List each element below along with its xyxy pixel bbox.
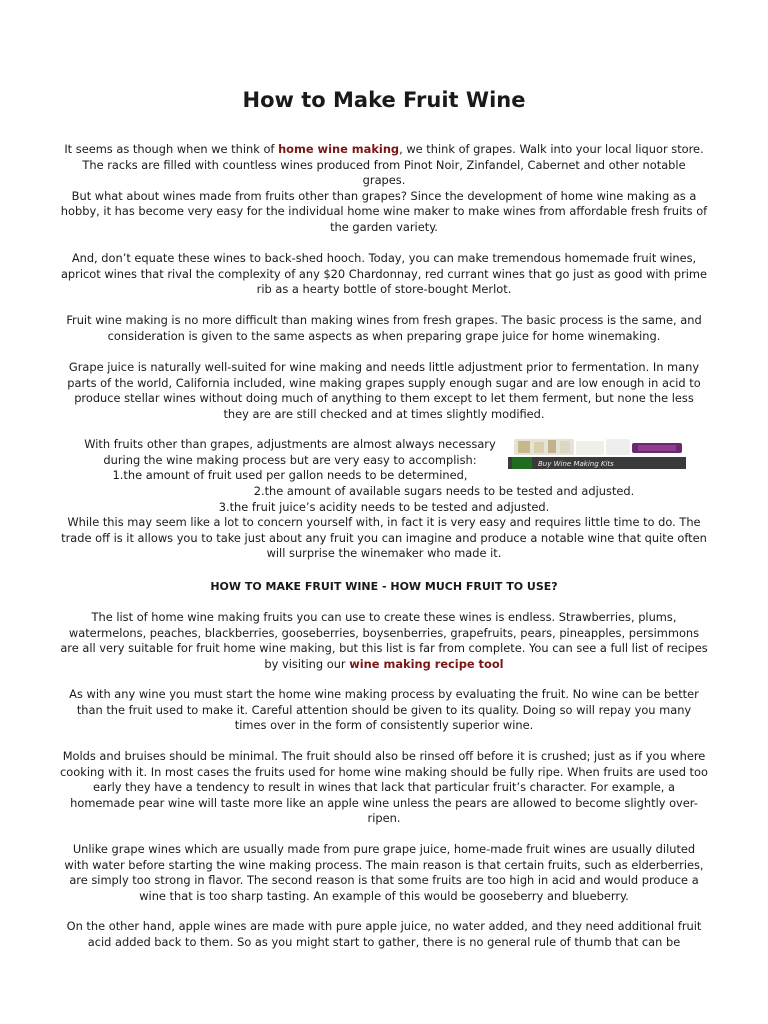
adjustment-item-3: 3.the fruit juice’s acidity needs to be tested and adjusted. [218, 499, 550, 514]
paragraph-grape-juice: Grape juice is naturally well-suited for wine making and needs little adjustment prior to fermentation. In many parts of the world, California included, wine making grapes supply enough sugar and are low enough in acid to produce stellar wines without doing much of anything to them except to let them ferment, but none the less they are are still checked and at times slightly modified. [67, 360, 701, 421]
paragraph-molds-bruises: Molds and bruises should be minimal. The fruit should also be rinsed off before it is crushed; just as if you where cooking with it. In most cases the fruits used for home wine making should be fully ripe. When fruits are used too early they have a tendency to result in wines that lack that particular fruit’s character. For example, a homemade pear wine will taste more like an apple wine unless the pears are allowed to become slightly over-ripen. [60, 749, 708, 825]
paragraph-other-fruits: But what about wines made from fruits other than grapes? Since the development of home wine making as a hobby, it has become very easy for the individual home wine maker to make wines from affordable fresh fruits of the garden variety. [60, 188, 708, 234]
wine-making-kits-banner[interactable] [508, 437, 686, 473]
paragraph-evaluate-fruit: As with any wine you must start the home wine making process by evaluating the fruit. No wine can be better than the fruit used to make it. Careful attention should be given to its quality. Doing so will repay you many times over in the form of consistently superior wine. [69, 687, 699, 732]
paragraph-diluted: Unlike grape wines which are usually made from pure grape juice, home-made fruit wines are usually diluted with water before starting the wine making process. The main reason is that certain fruits, such as elderberries, are simply too strong in flavor. The second reason is that some fruits are too high in acid and would produce a wine that is too sharp tasting. An example of this would be gooseberry and blueberry. [64, 842, 704, 903]
intro-section [60, 142, 708, 235]
adjustments-line-2: during the wine making process but are very easy to accomplish: [103, 452, 477, 467]
adjustments-line-1: With fruits other than grapes, adjustments are almost always necessary [84, 437, 496, 451]
section-heading-how-much-fruit: HOW TO MAKE FRUIT WINE - HOW MUCH FRUIT TO USE? [210, 580, 558, 593]
page-title: How to Make Fruit Wine [242, 88, 526, 112]
paragraph-fruit-list: The list of home wine making fruits you can use to create these wines is endless. Strawberries, plums, watermelons, peaches, blackberries, gooseberries, boysenberries, grapefruits, pears, pineapples, persimmons are all very suitable for fruit home wine making, but this list is far from complete. You can see a full list of recipes by visiting our wine making recipe tool [60, 610, 708, 671]
paragraph-back-shed: And, don’t equate these wines to back-shed hooch. Today, you can make tremendous homemade fruit wines, apricot wines that rival the complexity of any $20 Chardonnay, red currant wines that go just as good with prime rib as a hearty bottle of store-bought Merlot. [60, 251, 708, 296]
adjustments-continued [60, 484, 708, 562]
paragraph-intro: It seems as though when we think of home wine making, we think of grapes. Walk into your local liquor store. The racks are filled with countless wines produced from Pinot Noir, Zinfandel, Cabernet and other notable grapes. [64, 142, 704, 187]
recipe-tool-link[interactable]: wine making recipe tool [349, 656, 504, 671]
adjustment-item-2: 2.the amount of available sugars needs to be tested and adjusted. [253, 484, 635, 498]
paragraph-no-more-difficult: Fruit wine making is no more difficult than making wines from fresh grapes. The basic process is the same, and consideration is given to the same aspects as when preparing grape juice for home winemaking. [66, 313, 702, 343]
paragraph-trade-off: While this may seem like a lot to concern yourself with, in fact it is very easy and requires little time to do. The trade off is it allows you to take just about any fruit you can imagine and produce a notable wine that quite often will surprise the winemaker who made it. [61, 515, 707, 560]
adjustment-item-1: 1.the amount of fruit used per gallon needs to be determined, [112, 468, 468, 482]
adjustments-intro [70, 437, 510, 484]
paragraph-apple-wines: On the other hand, apple wines are made with pure apple juice, no water added, and they need additional fruit acid added back to them. So as you might start to gather, there is no general rule of thumb that can be [66, 919, 702, 949]
home-wine-making-link[interactable]: home wine making [278, 142, 400, 156]
banner-label: Buy Wine Making Kits [538, 460, 614, 468]
